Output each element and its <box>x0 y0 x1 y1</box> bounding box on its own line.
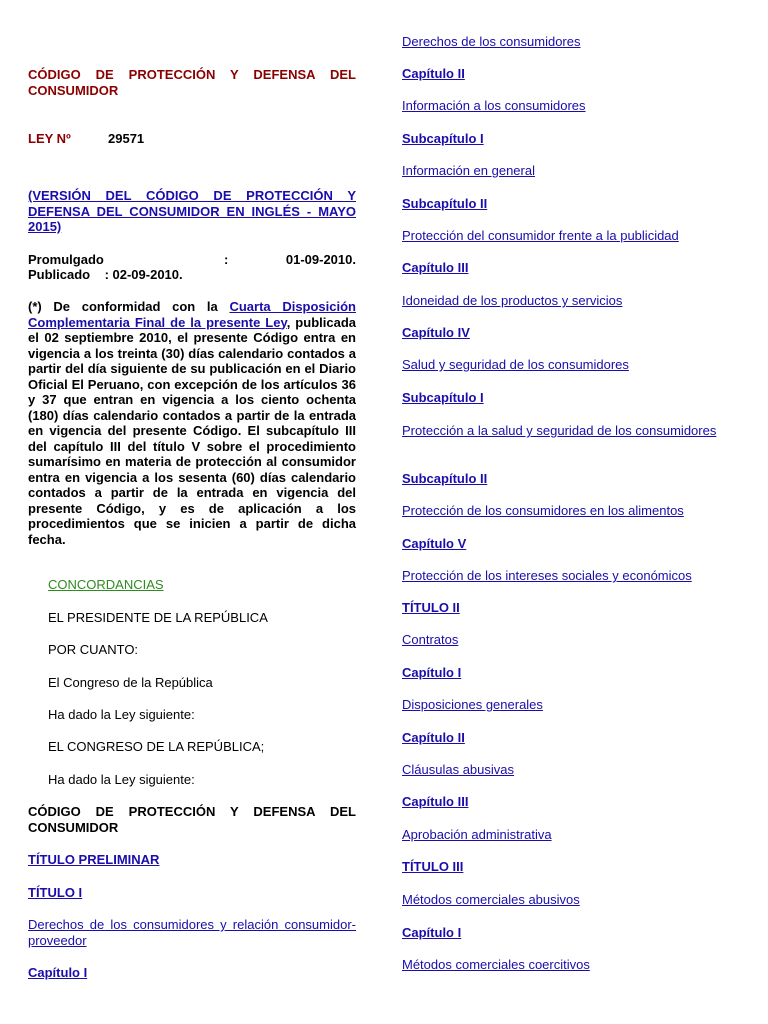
capitulo-i-link[interactable]: Capítulo I <box>28 965 88 980</box>
por-cuanto-text: POR CUANTO: <box>48 642 139 657</box>
congreso-upper-text: EL CONGRESO DE LA REPÚBLICA; <box>48 739 265 754</box>
toc-heading-link-19[interactable]: Capítulo I <box>402 665 462 680</box>
document-title: CÓDIGO DE PROTECCIÓN Y DEFENSA DEL CONSUMIDOR <box>28 67 356 98</box>
toc-heading-link-27[interactable]: Capítulo I <box>402 925 462 940</box>
toc-link-28[interactable]: Métodos comerciales coercitivos <box>402 957 590 972</box>
promulgado-line <box>28 252 356 268</box>
presidente-text: EL PRESIDENTE DE LA REPÚBLICA <box>48 610 268 625</box>
toc-link-24[interactable]: Aprobación administrativa <box>402 827 552 842</box>
toc-link-16[interactable]: Protección de los intereses sociales y económicos <box>402 568 692 583</box>
toc-link-2[interactable]: Información a los consumidores <box>402 98 586 113</box>
promulgado-date: 01-09-2010. <box>285 252 356 267</box>
english-version-link[interactable]: (VERSIÓN DEL CÓDIGO DE PROTECCIÓN Y DEFENSA DEL CONSUMIDOR EN INGLÉS - MAYO 2015) <box>28 188 356 234</box>
toc-heading-link-25[interactable]: TÍTULO III <box>402 859 464 874</box>
toc-heading-link-15[interactable]: Capítulo V <box>402 536 467 551</box>
toc-link-12[interactable]: Protección a la salud y seguridad de los consumidores <box>402 423 717 438</box>
toc-link-26[interactable]: Métodos comerciales abusivos <box>402 892 580 907</box>
ha-dado-text: Ha dado la Ley siguiente: <box>48 707 195 722</box>
derechos-relacion-link[interactable]: Derechos de los consumidores y relación consumidor-proveedor <box>28 917 356 948</box>
ley-label: LEY Nº <box>28 131 71 146</box>
titulo-preliminar-link[interactable]: TÍTULO PRELIMINAR <box>28 852 160 867</box>
toc-link-8[interactable]: Idoneidad de los productos y servicios <box>402 293 623 308</box>
titulo-i-link[interactable]: TÍTULO I <box>28 885 83 900</box>
publicado-line: Publicado : 02-09-2010. <box>28 267 183 282</box>
ha-dado-text-2: Ha dado la Ley siguiente: <box>48 772 195 787</box>
toc-heading-link-7[interactable]: Capítulo III <box>402 260 469 275</box>
toc-link-14[interactable]: Protección de los consumidores en los alimentos <box>402 503 684 518</box>
toc-heading-link-1[interactable]: Capítulo II <box>402 66 465 81</box>
note-body: , publicada el 02 septiembre 2010, el presente Código entra en vigencia a los treinta (30) días calendario contados a partir del día siguiente de su publicación en el Diario Oficial El Peruano, con excepción de los artículos 36 y 37 que entran en vigencia a los ciento ochenta (180) días calendario contados a partir de la entrada en vigencia del presente Código. El subcapítulo III del capítulo III del título V sobre el procedimiento sumarísimo en materia de protección al consumidor entra en vigencia a los sesenta (60) días calendario contados a partir de la entrada en vigencia del presente Código, y es de aplicación a los procedimientos que se inicien a partir de dicha fecha. <box>28 314 356 547</box>
toc-heading-link-13[interactable]: Subcapítulo II <box>402 471 488 486</box>
promulgado-sep: : <box>224 252 229 267</box>
toc-link-18[interactable]: Contratos <box>402 632 459 647</box>
toc-heading-link-21[interactable]: Capítulo II <box>402 730 465 745</box>
promulgado-label: Promulgado <box>28 252 104 267</box>
toc-heading-link-17[interactable]: TÍTULO II <box>402 600 460 615</box>
congreso-text: El Congreso de la República <box>48 675 213 690</box>
toc-link-22[interactable]: Cláusulas abusivas <box>402 762 515 777</box>
toc-link-0[interactable]: Derechos de los consumidores <box>402 34 581 49</box>
ley-number: 29571 <box>108 131 145 146</box>
section-title: CÓDIGO DE PROTECCIÓN Y DEFENSA DEL CONSUMIDOR <box>28 804 356 835</box>
note-prefix: (*) De conformidad con la <box>28 299 230 314</box>
toc-link-6[interactable]: Protección del consumidor frente a la publicidad <box>402 228 679 243</box>
concordancias-link[interactable]: CONCORDANCIAS <box>48 577 164 592</box>
toc-link-20[interactable]: Disposiciones generales <box>402 697 543 712</box>
toc-heading-link-9[interactable]: Capítulo IV <box>402 325 470 340</box>
toc-heading-link-5[interactable]: Subcapítulo II <box>402 196 488 211</box>
toc-heading-link-3[interactable]: Subcapítulo I <box>402 131 484 146</box>
cuarta-disposicion-link[interactable]: Cuarta Disposición Complementaria Final de la presente Ley <box>28 299 356 330</box>
toc-heading-link-23[interactable]: Capítulo III <box>402 794 469 809</box>
toc-link-10[interactable]: Salud y seguridad de los consumidores <box>402 357 629 372</box>
toc-heading-link-11[interactable]: Subcapítulo I <box>402 390 484 405</box>
toc-link-4[interactable]: Información en general <box>402 163 535 178</box>
ley-line <box>28 131 356 147</box>
vigencia-note <box>28 299 356 547</box>
